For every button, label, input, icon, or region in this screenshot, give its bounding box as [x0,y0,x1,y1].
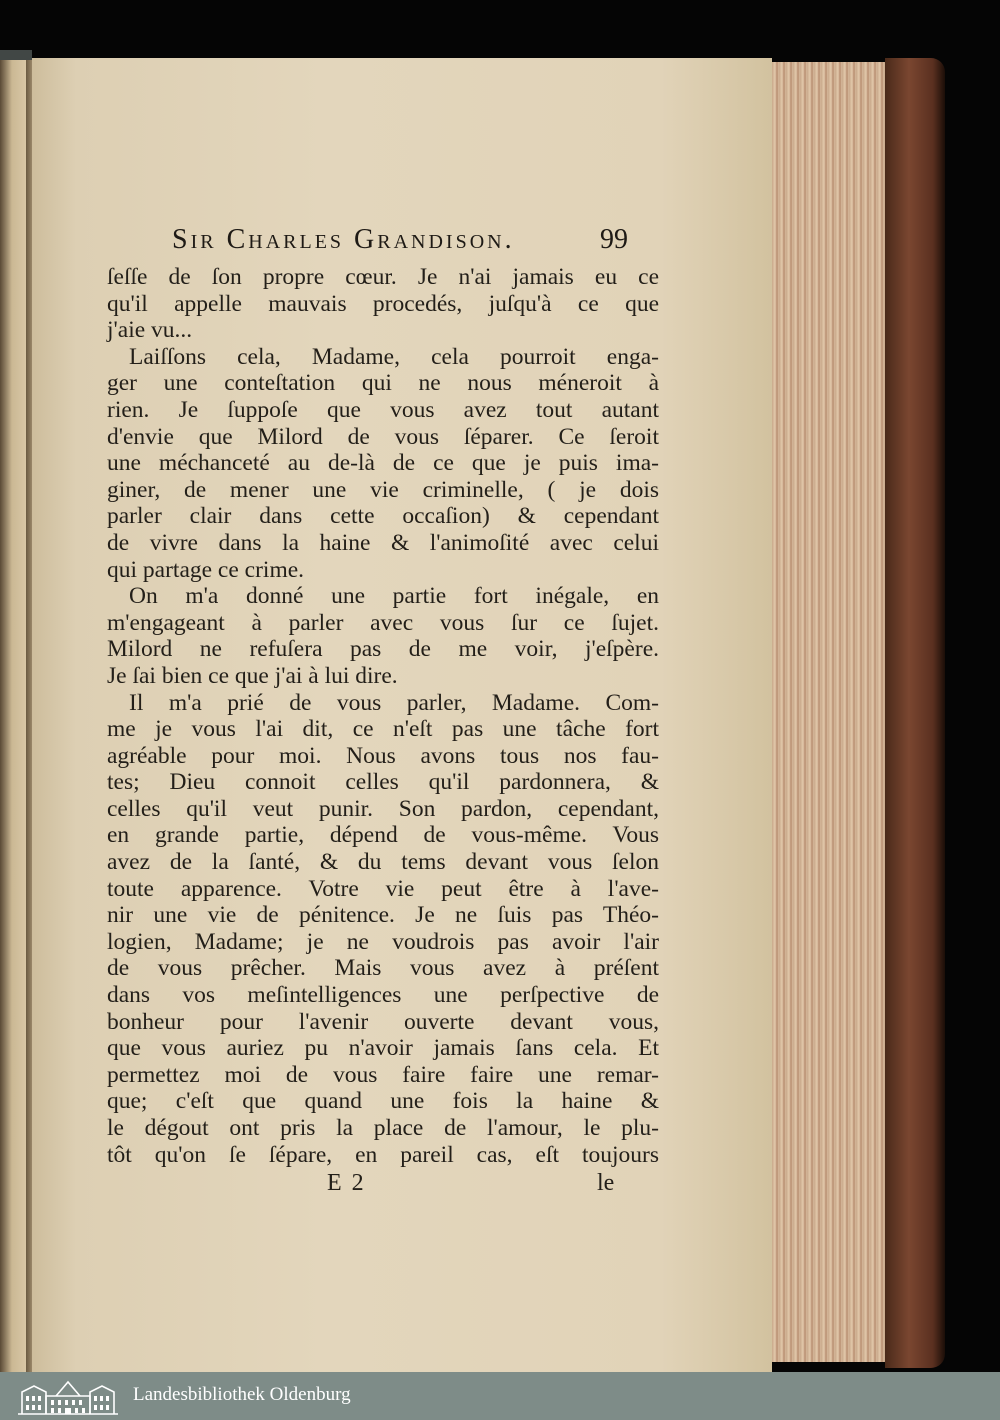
text-line: Milord ne refuſera pas de me voir, j'eſpère. [107,636,659,663]
library-name: Landesbibliothek Oldenburg [133,1384,351,1405]
text-line: de vivre dans la haine & l'animoſité avec celui [107,529,659,556]
text-line: On m'a donné une partie fort inégale, en [129,583,659,610]
text-line: Laiſſons cela, Madame, cela pourroit enga- [129,343,659,370]
text-line: qui partage ce crime. [107,556,305,583]
page-number: 99 [600,224,628,255]
text-line: Je ſai bien ce que j'ai à lui dire. [107,662,398,689]
text-line: une méchanceté au de-là de ce que je puis ima- [107,450,659,477]
text-line: j'aie vu... [107,317,193,344]
text-line: me je vous l'ai dit, ce n'eſt pas une tâche fort [107,716,659,743]
text-line: nir une vie de pénitence. Je ne ſuis pas Théo- [107,902,659,929]
text-line: tes; Dieu connoit celles qu'il pardonnera, & [107,769,659,796]
text-line: avez de la ſanté, & du tems devant vous ſelon [107,849,659,876]
text-line: bonheur pour l'avenir ouverte devant vous, [107,1008,659,1035]
text-line: agréable pour moi. Nous avons tous nos fau- [107,742,659,769]
text-line: en grande partie, dépend de vous-même. Vous [107,822,659,849]
library-building-icon [16,1378,120,1416]
text-line: celles qu'il veut punir. Son pardon, cependant, [107,795,659,822]
book-cover [885,58,945,1368]
text-line: dans vos meſintelligences une perſpective de [107,982,659,1009]
text-line: le dégout ont pris la place de l'amour, le plu- [107,1115,659,1141]
text-line: toute apparence. Votre vie peut être à l'ave- [107,875,659,902]
running-head-title: Sir Charles Grandison. [172,224,515,255]
catchword: le [597,1170,615,1196]
text-line: rien. Je ſuppoſe que vous avez tout autant [107,396,659,423]
text-line: qu'il appelle mauvais procedés, juſqu'à ce que [107,290,659,317]
text-line: ſeſſe de ſon propre cœur. Je n'ai jamais eu ce [107,264,659,290]
text-line: logien, Madame; je ne voudrois pas avoir l'air [107,928,659,955]
body-text [107,264,659,1168]
text-line: que vous auriez pu n'avoir jamais ſans cela. Et [107,1035,659,1062]
signature-mark: E 2 [327,1170,366,1196]
text-line: parler clair dans cette occaſion) & cependant [107,503,659,530]
text-line: que; c'eſt que quand une fois la haine & [107,1088,659,1115]
library-banner [0,1372,1000,1420]
page-block-edges [772,62,892,1362]
text-line: Il m'a prié de vous parler, Madame. Com- [129,689,659,716]
page-footer [32,1170,772,1200]
text-line: m'engageant à parler avec vous ſur ce ſujet. [107,609,659,636]
text-line: d'envie que Milord de vous ſéparer. Ce ſeroit [107,423,659,450]
text-line: giner, de mener une vie criminelle, ( je dois [107,476,659,503]
running-head [32,218,772,262]
text-line: permettez moi de vous faire faire une remar- [107,1061,659,1088]
text-line: ger une conteſtation qui ne nous méneroit à [107,370,659,397]
text-line: tôt qu'on ſe ſépare, en pareil cas, eſt toujours [107,1141,659,1168]
text-line: de vous prêcher. Mais vous avez à préſent [107,955,659,982]
book-page [32,58,772,1380]
